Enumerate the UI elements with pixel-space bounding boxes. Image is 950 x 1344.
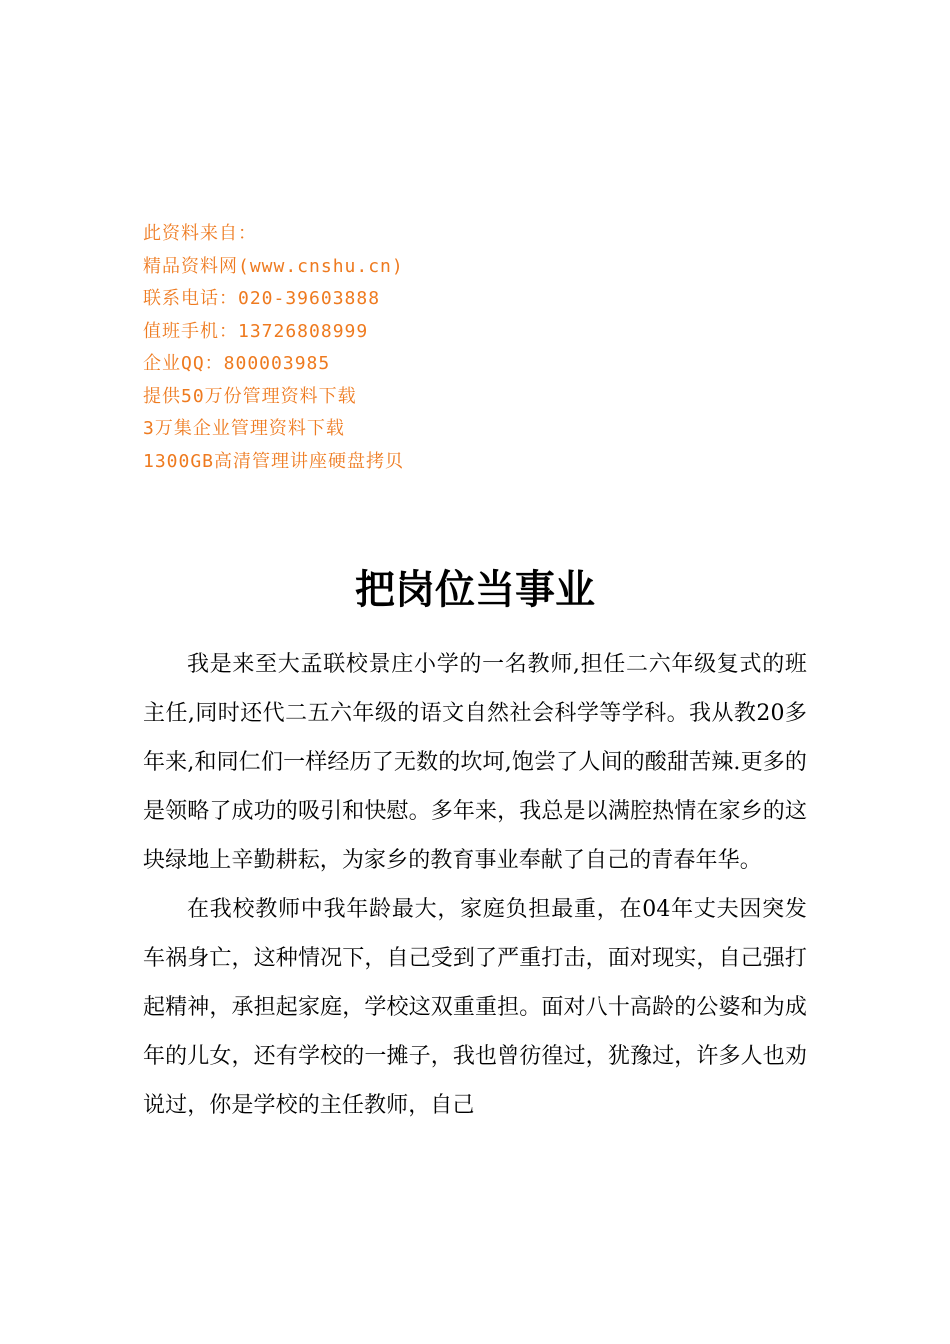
source-line-website: 精品资料网(www.cnshu.cn) — [143, 255, 404, 277]
source-line-mobile: 值班手机：13726808999 — [143, 320, 369, 342]
source-line: 此资料来自： — [143, 223, 257, 244]
body-paragraph: 我是来至大孟联校景庄小学的一名教师,担任二六年级复式的班主任,同时还代二五六年级的语文自然社会科学等学科。我从教20多年来,和同仁们一样经历了无数的坎坷,饱尝了人间的酸甜苦辣.更多的是领略了成功的吸引和快慰。多年来，我总是以满腔热情在家乡的这块绿地上辛勤耕耘，为家乡的教育事业奉献了自己的青春年华。 — [143, 652, 807, 873]
source-line: 提供50万份管理资料下载 — [143, 385, 357, 407]
body-paragraph: 在我校教师中我年龄最大，家庭负担最重，在04年丈夫因突发车祸身亡，这种情况下，自己受到了严重打击，面对现实，自己强打起精神，承担起家庭，学校这双重重担。面对八十高龄的公婆和为成年的儿女，还有学校的一摊子，我也曾彷徨过，犹豫过，许多人也劝说过，你是学校的主任教师，自己 — [143, 897, 807, 1118]
source-info-block — [143, 222, 643, 482]
document-title: 把岗位当事业 — [355, 567, 595, 613]
document-body — [143, 640, 807, 1130]
source-line-qq: 企业QQ：800003985 — [143, 353, 331, 374]
source-line: 1300GB高清管理讲座硬盘拷贝 — [143, 450, 405, 472]
source-line-phone: 联系电话：020-39603888 — [143, 288, 381, 309]
source-line: 3万集企业管理资料下载 — [143, 418, 345, 439]
